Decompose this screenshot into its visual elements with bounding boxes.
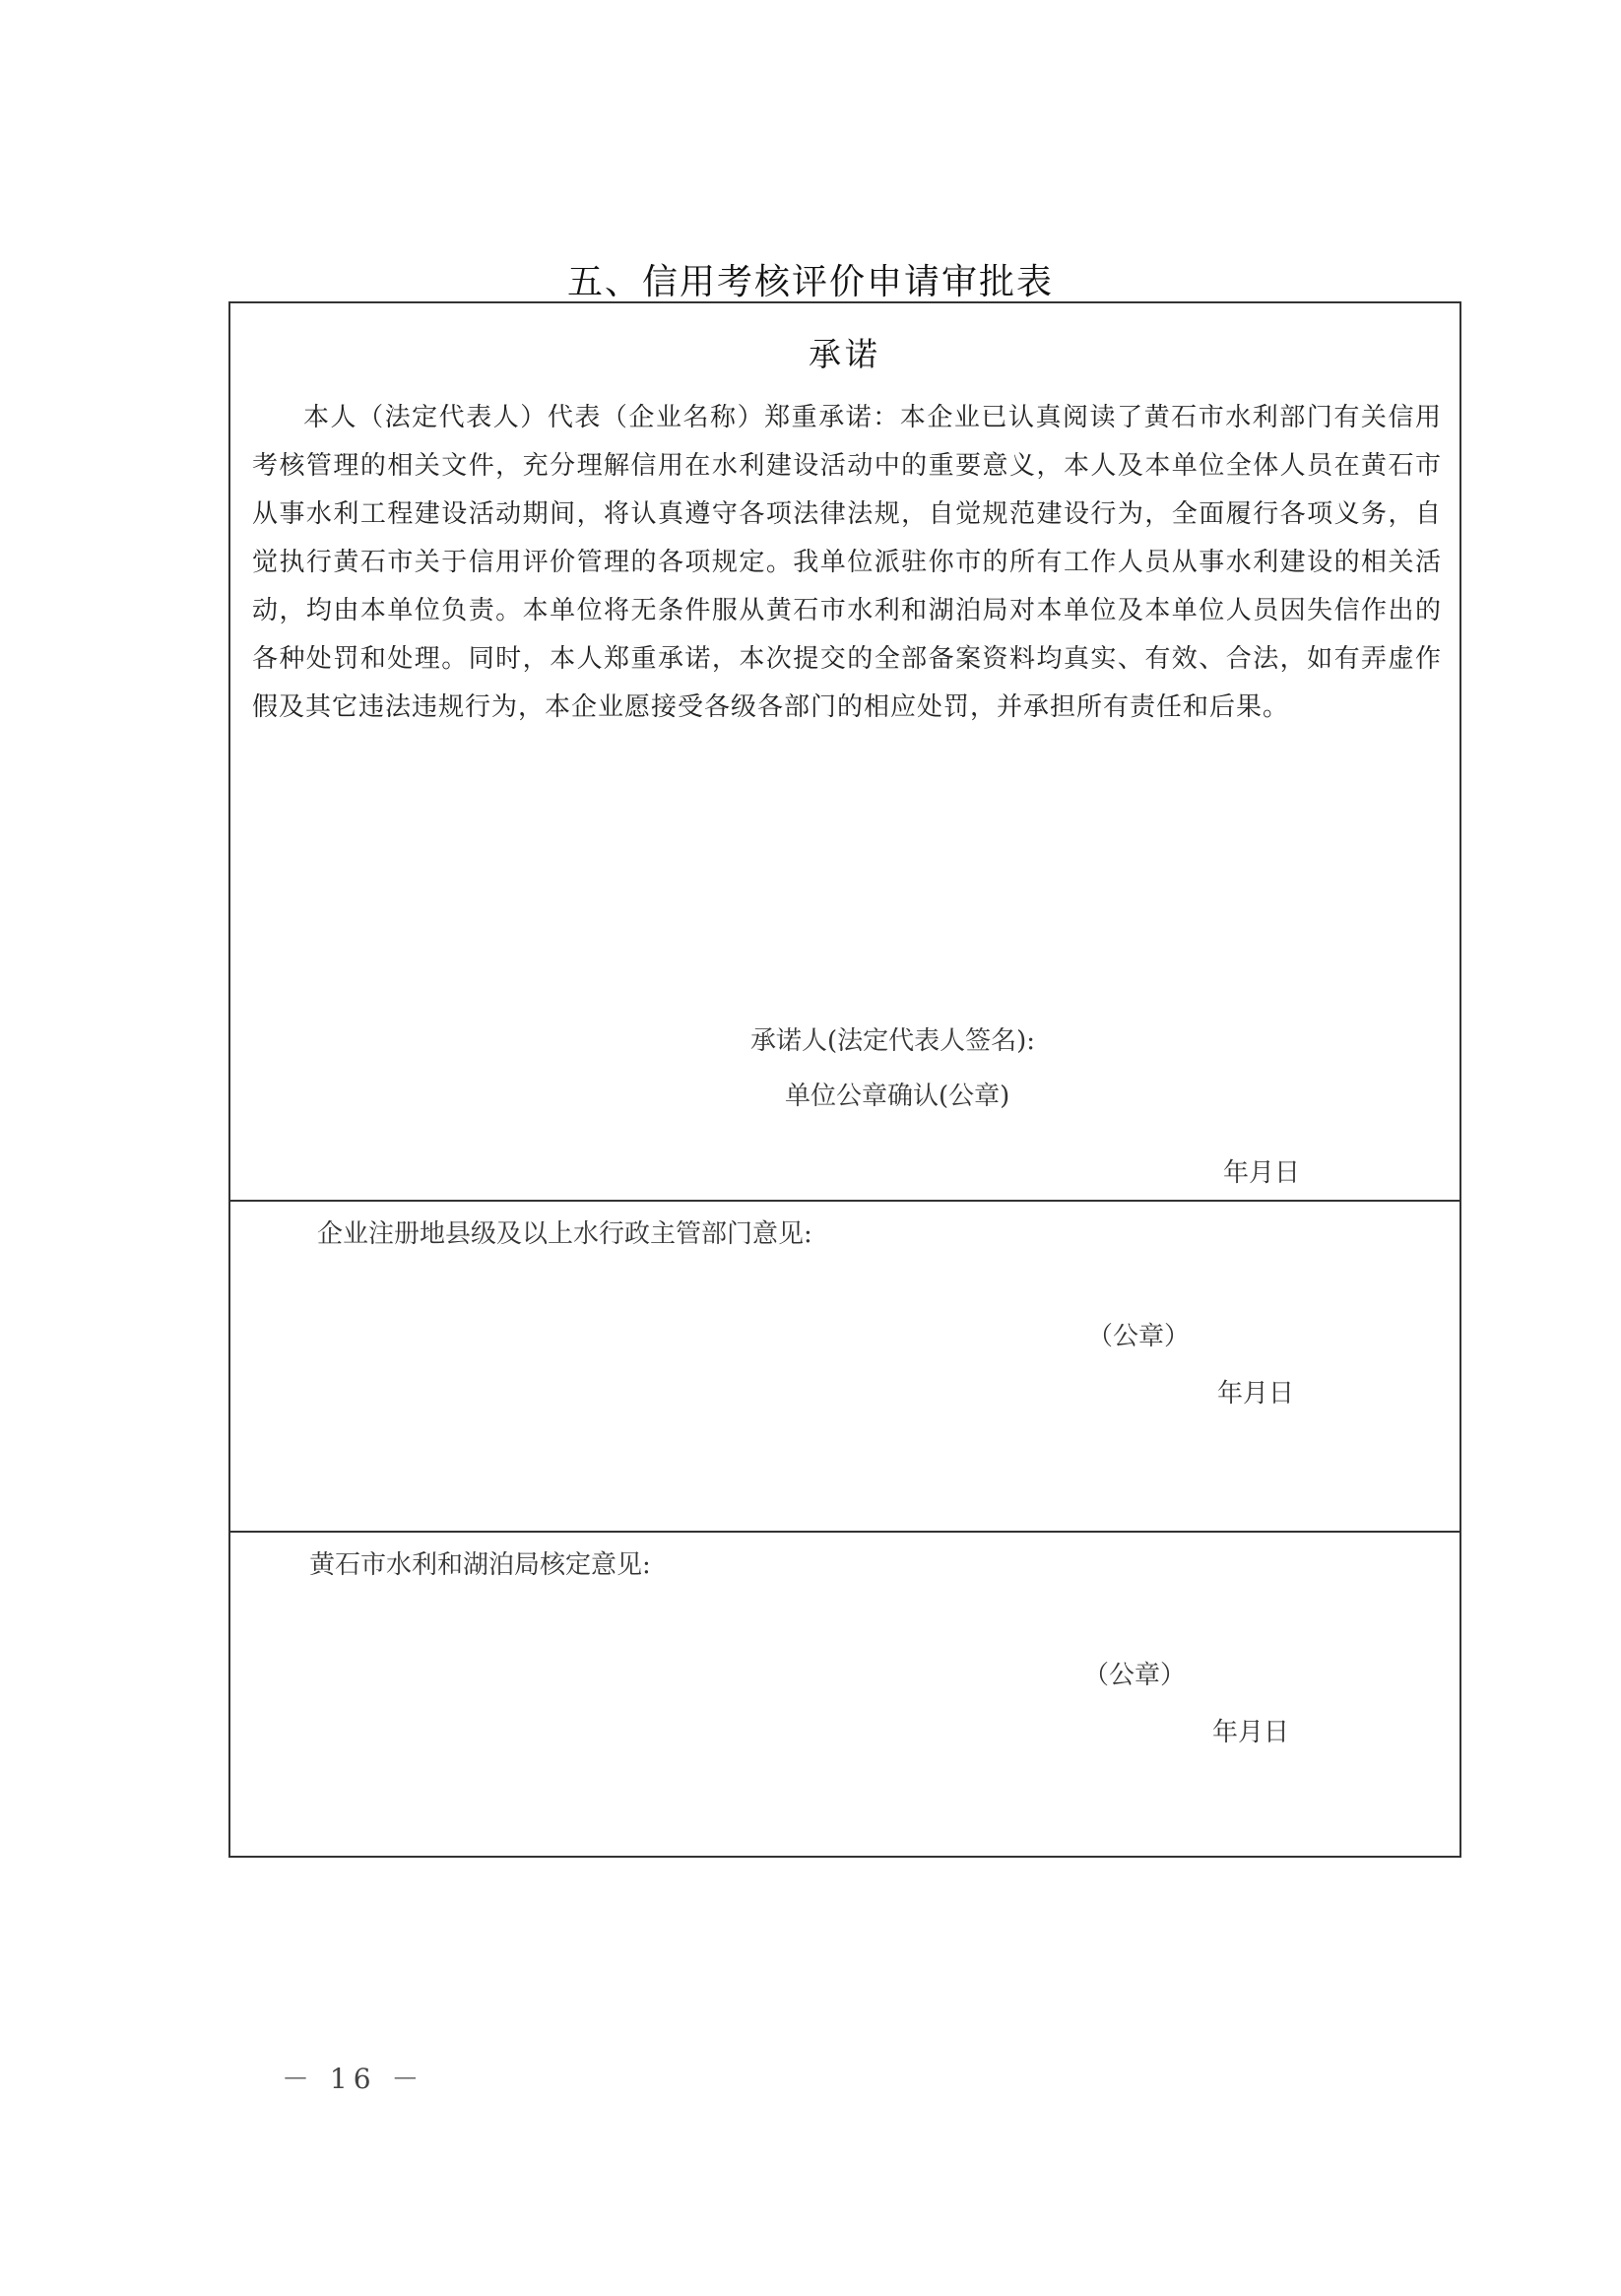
county-seal-label: （公章） [1087, 1322, 1191, 1351]
promise-section [230, 303, 1459, 1202]
signer-label: 承诺人(法定代表人签名): [750, 1026, 1036, 1056]
page-number: － 16 － [282, 2063, 425, 2095]
city-opinion-label: 黄石市水利和湖泊局核定意见: [309, 1550, 651, 1580]
city-date-label: 年月日 [1212, 1718, 1290, 1747]
county-date-label: 年月日 [1217, 1379, 1295, 1409]
company-seal-label: 单位公章确认(公章) [785, 1082, 1010, 1111]
promise-date-label: 年月日 [1223, 1158, 1301, 1188]
page-title: 五、信用考核评价申请审批表 [566, 262, 1054, 302]
promise-heading: 承诺 [809, 335, 881, 373]
city-opinion-section [230, 1533, 1459, 1860]
promise-body-text: 本人（法定代表人）代表（企业名称）郑重承诺：本企业已认真阅读了黄石市水利部门有关信用考核管理的相关文件，充分理解信用在水利建设活动中的重要意义，本人及本单位全体人员在黄石市从事水利工程建设活动期间，将认真遵守各项法律法规，自觉规范建设行为，全面履行各项义务，自觉执行黄石市关于信用评价管理的各项规定。我单位派驻你市的所有工作人员从事水利建设的相关活动，均由本单位负责。本单位将无条件服从黄石市水利和湖泊局对本单位及本单位人员因失信作出的各种处罚和处理。同时，本人郑重承诺，本次提交的全部备案资料均真实、有效、合法，如有弄虚作假及其它违法违规行为，本企业愿接受各级各部门的相应处罚，并承担所有责任和后果。 [252, 403, 1442, 722]
county-opinion-section [230, 1202, 1459, 1533]
city-seal-label: （公章） [1083, 1661, 1187, 1690]
approval-form-table [228, 301, 1461, 1858]
county-opinion-label: 企业注册地县级及以上水行政主管部门意见: [317, 1219, 812, 1249]
